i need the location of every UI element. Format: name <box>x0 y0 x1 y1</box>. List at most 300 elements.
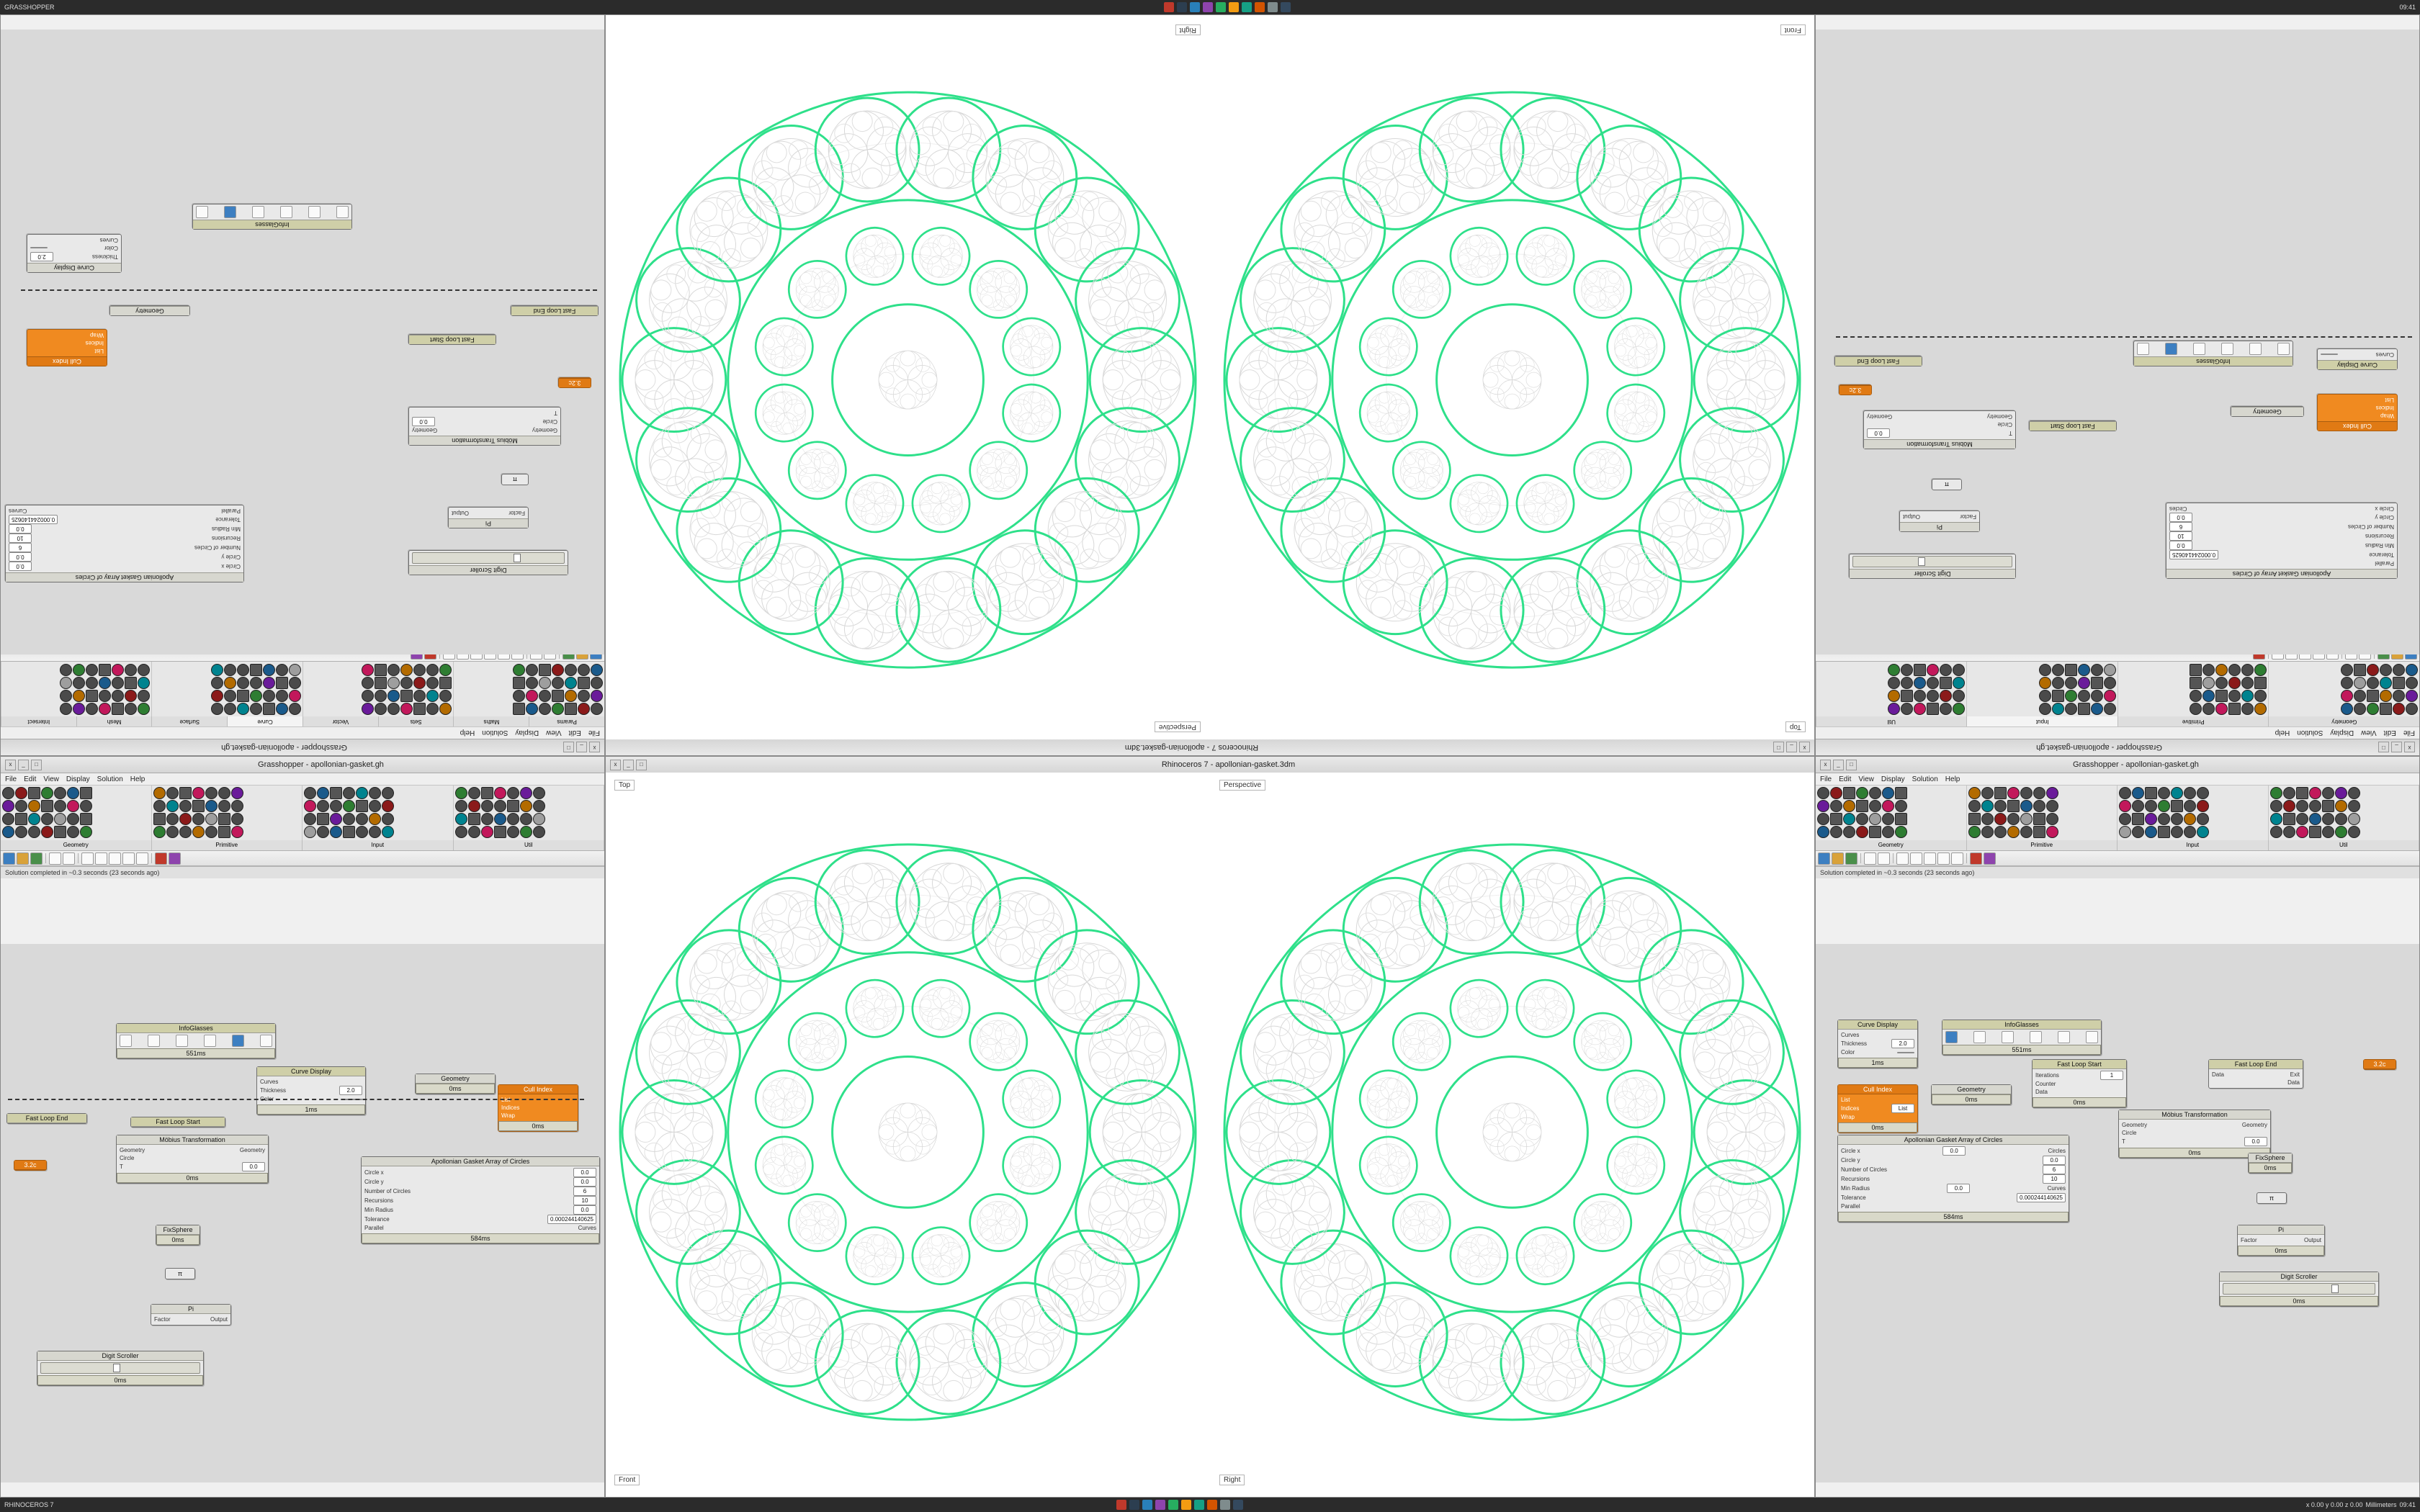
digit-scroller-slider[interactable] <box>412 552 565 564</box>
stop-icon[interactable] <box>1970 852 1982 865</box>
undo-icon[interactable] <box>49 852 61 865</box>
ribbon-tab-mesh[interactable]: Mesh <box>76 716 152 726</box>
ribbon-group-util[interactable] <box>454 786 605 840</box>
port-data-in[interactable]: Data <box>2035 1089 2048 1095</box>
ribbon-tabs[interactable] <box>1816 840 2419 850</box>
menu-display[interactable]: Display <box>515 729 539 737</box>
ribbon-group-geometry[interactable] <box>454 662 605 716</box>
window-controls[interactable] <box>610 760 647 770</box>
component-ribbon[interactable] <box>1 661 604 726</box>
gh-canvas[interactable] <box>1 30 604 654</box>
node-fixsphere[interactable] <box>2248 1153 2293 1174</box>
pan-icon[interactable] <box>95 852 107 865</box>
port-factor[interactable]: Factor <box>508 510 525 516</box>
port-circles-out[interactable]: Circles <box>2048 1148 2066 1154</box>
port-geometry-out[interactable]: Geometry <box>412 427 438 433</box>
port-curves[interactable]: Curves <box>260 1079 279 1085</box>
menu-display[interactable]: Display <box>66 775 90 783</box>
mobius-value[interactable]: 0.0 <box>1867 428 1890 438</box>
ribbon-group-input[interactable] <box>152 662 303 716</box>
value-tolerance[interactable]: 0.000244140625 <box>2017 1193 2066 1202</box>
value-circle-y[interactable]: 0.0 <box>9 552 32 562</box>
node-slider-32[interactable] <box>1839 384 1872 395</box>
window-controls[interactable] <box>5 760 42 770</box>
taskbar-app-calc[interactable] <box>1207 1500 1217 1510</box>
port-geometry-in[interactable]: Geometry <box>2122 1122 2148 1128</box>
viewport-label-front[interactable]: Front <box>1780 24 1806 35</box>
menu-solution[interactable]: Solution <box>2297 729 2323 737</box>
node-pi-value[interactable] <box>165 1268 195 1279</box>
taskbar-app-grasshopper[interactable] <box>1168 1500 1178 1510</box>
node-digit-scroller[interactable] <box>37 1351 204 1386</box>
new-icon[interactable] <box>3 852 15 865</box>
open-icon[interactable] <box>1832 852 1844 865</box>
node-info-glasses[interactable] <box>192 204 352 230</box>
port-output[interactable]: Output <box>452 510 470 516</box>
grasshopper-window-top-right[interactable] <box>1815 14 2420 756</box>
ribbon-group-label-util[interactable]: Util <box>2269 840 2420 850</box>
titlebar[interactable] <box>606 739 1814 755</box>
menu-view[interactable]: View <box>1858 775 1874 783</box>
viewport-label-top[interactable]: Top <box>614 780 635 791</box>
ribbon-tabs[interactable] <box>1816 716 2419 726</box>
port-tolerance[interactable]: Tolerance <box>1841 1194 1866 1201</box>
ribbon-tab-sets[interactable]: Sets <box>378 716 454 726</box>
port-parallel[interactable]: Parallel <box>221 508 241 514</box>
port-counter[interactable]: Counter <box>2035 1081 2056 1087</box>
viewport-label-front[interactable]: Front <box>614 1475 640 1485</box>
port-geometry-out[interactable]: Geometry <box>2241 1122 2267 1128</box>
node-fixsphere[interactable] <box>156 1225 200 1246</box>
digit-scroller-slider[interactable] <box>40 1362 200 1374</box>
taskbar-app-rhino[interactable] <box>1203 2 1213 12</box>
redo-icon[interactable] <box>1878 852 1890 865</box>
value-min-radius[interactable]: 0.0 <box>2169 541 2192 550</box>
taskbar-app-mail[interactable] <box>1194 1500 1204 1510</box>
ribbon-group-util[interactable] <box>1 662 152 716</box>
node-curve-display[interactable] <box>27 234 122 273</box>
menu-view[interactable]: View <box>43 775 59 783</box>
zoom-icon[interactable] <box>81 852 94 865</box>
settings-icon[interactable] <box>169 852 181 865</box>
port-color[interactable]: Color <box>1841 1049 1855 1056</box>
menu-file[interactable]: File <box>5 775 17 783</box>
menu-edit[interactable]: Edit <box>568 729 581 737</box>
ribbon-group-primitive[interactable] <box>2118 662 2269 716</box>
cluster-icon[interactable] <box>1951 852 1963 865</box>
taskbar-app-files[interactable] <box>1164 2 1174 12</box>
value-tolerance[interactable]: 0.000244140625 <box>2169 550 2218 559</box>
value-iterations[interactable]: 1 <box>2100 1071 2123 1080</box>
node-curve-display[interactable] <box>256 1066 366 1115</box>
titlebar[interactable] <box>1816 757 2419 773</box>
port-parallel[interactable]: Parallel <box>364 1225 384 1231</box>
preview-icon[interactable] <box>109 852 121 865</box>
port-recursions[interactable]: Recursions <box>364 1197 394 1204</box>
viewport-label-top[interactable]: Top <box>1785 721 1806 732</box>
port-curves[interactable]: Curves <box>1841 1032 1860 1038</box>
port-circle[interactable]: Circle <box>1997 421 2012 428</box>
port-iterations[interactable]: Iterations <box>2035 1072 2059 1079</box>
ribbon-group-label-util[interactable]: Util <box>1816 716 1967 726</box>
node-digit-scroller[interactable] <box>408 550 568 575</box>
port-tolerance[interactable]: Tolerance <box>364 1216 390 1223</box>
value-circle-y[interactable]: 0.0 <box>573 1177 596 1187</box>
node-info-glasses[interactable] <box>1942 1020 2102 1056</box>
rhino-viewport-top[interactable] <box>606 15 1814 739</box>
settings-icon[interactable] <box>1984 852 1996 865</box>
port-list[interactable]: List <box>94 348 104 354</box>
node-pi[interactable] <box>1899 510 1980 532</box>
value-recursions[interactable]: 10 <box>9 534 32 543</box>
component-ribbon[interactable] <box>1 786 604 851</box>
node-digit-scroller[interactable] <box>2219 1272 2379 1307</box>
color-swatch[interactable] <box>2321 354 2338 356</box>
value-number-of-circles[interactable]: 6 <box>573 1187 596 1196</box>
window-controls[interactable] <box>563 742 600 753</box>
ribbon-icon-grid[interactable] <box>1816 662 2419 716</box>
value-thickness[interactable]: 2.0 <box>1891 1039 1914 1048</box>
node-fast-loop-start[interactable] <box>130 1117 225 1128</box>
grasshopper-window-top-left[interactable] <box>0 14 605 756</box>
node-fast-loop-end[interactable] <box>6 1113 87 1124</box>
port-min-radius[interactable]: Min Radius <box>2365 542 2394 549</box>
viewport-label-perspective[interactable]: Perspective <box>1219 780 1265 791</box>
redo-icon[interactable] <box>63 852 75 865</box>
node-slider-32[interactable] <box>558 377 591 388</box>
port-circle[interactable]: Circle <box>2122 1130 2137 1136</box>
port-circle-y[interactable]: Circle y <box>1841 1157 1860 1164</box>
ribbon-group-label-geometry[interactable]: Geometry <box>1 840 152 850</box>
taskbar-app-media[interactable] <box>1220 1500 1230 1510</box>
port-output[interactable]: Output <box>210 1316 228 1323</box>
infoglasses-icons[interactable] <box>2137 343 2290 355</box>
port-thickness[interactable]: Thickness <box>91 253 118 260</box>
rhino-window-bottom[interactable] <box>605 756 1815 1498</box>
ribbon-tab-maths[interactable]: Maths <box>454 716 529 726</box>
ribbon-group-geometry[interactable] <box>1 786 152 840</box>
ribbon-group-label-primitive[interactable]: Primitive <box>1967 840 2118 850</box>
value-number-of-circles[interactable]: 6 <box>9 543 32 552</box>
port-number-of-circles[interactable]: Number of Circles <box>2347 523 2394 530</box>
mobius-value[interactable]: 0.0 <box>2244 1137 2267 1146</box>
node-pi-value[interactable] <box>2257 1192 2287 1204</box>
value-circle-x[interactable]: 0.0 <box>9 562 32 571</box>
port-wrap[interactable]: Wrap <box>90 332 104 338</box>
component-ribbon[interactable] <box>1816 786 2419 851</box>
port-geometry-out[interactable]: Geometry <box>239 1147 265 1153</box>
port-circle-x[interactable]: Circle x <box>221 563 241 570</box>
node-cull-index[interactable] <box>498 1084 578 1132</box>
node-fast-loop-start[interactable] <box>408 334 496 345</box>
ribbon-tab-surface[interactable]: Surface <box>152 716 228 726</box>
node-fast-loop-start[interactable] <box>2032 1059 2127 1108</box>
value-tolerance[interactable]: 0.000244140625 <box>547 1215 596 1224</box>
menu-view[interactable]: View <box>546 729 562 737</box>
node-apollonian-gasket[interactable] <box>361 1156 600 1244</box>
open-icon[interactable] <box>17 852 29 865</box>
gh-canvas[interactable] <box>1816 944 2419 1482</box>
value-tolerance[interactable]: 0.000244140625 <box>9 515 58 524</box>
port-curves[interactable]: Curves <box>99 237 118 243</box>
port-indices[interactable]: Indices <box>501 1104 520 1111</box>
port-data-in[interactable]: Data <box>2212 1071 2224 1078</box>
viewport-label-right[interactable]: Right <box>1219 1475 1245 1485</box>
window-controls[interactable] <box>1820 760 1857 770</box>
port-list[interactable]: List <box>1841 1097 1850 1103</box>
port-tolerance[interactable]: Tolerance <box>2369 552 2394 558</box>
taskbar-app-settings[interactable] <box>1281 2 1291 12</box>
new-icon[interactable] <box>1818 852 1830 865</box>
menu-edit[interactable]: Edit <box>1839 775 1852 783</box>
node-fast-loop-end[interactable] <box>511 305 599 316</box>
port-curves[interactable]: Curves <box>2375 351 2394 358</box>
node-apollonian-gasket[interactable] <box>1837 1135 2069 1223</box>
taskbar-app-browser[interactable] <box>1142 1500 1152 1510</box>
node-fast-loop-end[interactable] <box>2208 1059 2303 1089</box>
ribbon-group-label-primitive[interactable]: Primitive <box>152 840 303 850</box>
port-circle-x[interactable]: Circle x <box>364 1169 384 1176</box>
taskbar-app-editor[interactable] <box>1181 1500 1191 1510</box>
ribbon-group-util[interactable] <box>2269 786 2420 840</box>
menu-edit[interactable]: Edit <box>2383 729 2396 737</box>
ribbon-tab-params[interactable]: Params <box>529 716 604 726</box>
port-factor[interactable]: Factor <box>2241 1237 2257 1243</box>
ribbon-group-label-input[interactable]: Input <box>1967 716 2118 726</box>
menu-help[interactable]: Help <box>130 775 145 783</box>
ribbon-group-label-input[interactable]: Input <box>302 840 454 850</box>
value-circle-y[interactable]: 0.0 <box>2043 1156 2066 1165</box>
value-recursions[interactable]: 10 <box>573 1196 596 1205</box>
ribbon-tab-intersect[interactable]: Intersect <box>1 716 76 726</box>
viewport-label-right[interactable]: Right <box>1175 24 1201 35</box>
port-wrap[interactable]: Wrap <box>501 1112 515 1119</box>
port-list[interactable]: List <box>2385 397 2394 403</box>
color-swatch[interactable] <box>1897 1052 1914 1053</box>
ribbon-group-primitive[interactable] <box>302 662 454 716</box>
taskbar-app-terminal[interactable] <box>1177 2 1187 12</box>
rhino-window-top[interactable] <box>605 14 1815 756</box>
port-number-of-circles[interactable]: Number of Circles <box>364 1188 411 1194</box>
port-indices[interactable]: Indices <box>2375 405 2394 411</box>
port-circle-y[interactable]: Circle y <box>2375 514 2394 521</box>
menu-file[interactable]: File <box>1820 775 1832 783</box>
digit-scroller-slider[interactable] <box>2223 1283 2375 1295</box>
value-recursions[interactable]: 10 <box>2043 1174 2066 1184</box>
port-thickness[interactable]: Thickness <box>260 1087 287 1094</box>
bake-icon[interactable] <box>122 852 135 865</box>
infoglasses-icons[interactable] <box>1945 1031 2098 1043</box>
port-circle-x[interactable]: Circle x <box>1841 1148 1860 1154</box>
node-info-glasses[interactable] <box>2133 341 2293 366</box>
taskbar-app-files[interactable] <box>1116 1500 1126 1510</box>
port-circle[interactable]: Circle <box>120 1155 135 1161</box>
port-curves-out[interactable]: Curves <box>578 1225 596 1231</box>
ribbon-icon-grid[interactable] <box>1 662 604 716</box>
gh-canvas[interactable] <box>1 944 604 1482</box>
taskbar-app-terminal[interactable] <box>1129 1500 1139 1510</box>
port-recursions[interactable]: Recursions <box>1841 1176 1870 1182</box>
top-taskbar[interactable] <box>0 0 2420 14</box>
node-slider-32[interactable] <box>14 1160 47 1171</box>
ribbon-group-label-input[interactable]: Input <box>2118 840 2269 850</box>
value-circle-x[interactable]: 0.0 <box>573 1168 596 1177</box>
menu-file[interactable]: File <box>588 729 600 737</box>
infoglasses-icons[interactable] <box>120 1035 272 1047</box>
menu-solution[interactable]: Solution <box>97 775 123 783</box>
port-exit[interactable]: Exit <box>2290 1071 2300 1078</box>
node-mobius-transformation[interactable] <box>116 1135 269 1184</box>
value-circle-x[interactable]: 0.0 <box>1942 1146 1966 1156</box>
node-geometry-param[interactable] <box>109 305 190 316</box>
port-geometry-in[interactable]: Geometry <box>120 1147 145 1153</box>
titlebar[interactable] <box>1 739 604 755</box>
port-circle-x[interactable]: Circle x <box>2375 505 2394 512</box>
port-t[interactable]: T <box>2122 1138 2125 1145</box>
value-thickness[interactable]: 2.0 <box>30 252 53 261</box>
zoom-icon[interactable] <box>1896 852 1909 865</box>
port-factor[interactable]: Factor <box>154 1316 171 1323</box>
node-pi[interactable] <box>2237 1225 2325 1256</box>
value-min-radius[interactable]: 0.0 <box>1947 1184 1970 1193</box>
ribbon-group-label-geometry[interactable]: Geometry <box>2269 716 2420 726</box>
menu-view[interactable]: View <box>2361 729 2377 737</box>
node-digit-scroller[interactable] <box>1849 554 2016 579</box>
port-geometry-in[interactable]: Geometry <box>532 427 557 433</box>
ribbon-group-util[interactable] <box>1816 662 1967 716</box>
port-number-of-circles[interactable]: Number of Circles <box>194 544 241 551</box>
port-circle-y[interactable]: Circle y <box>364 1179 384 1185</box>
menubar[interactable] <box>1816 726 2419 739</box>
node-apollonian-gasket[interactable] <box>2166 503 2398 579</box>
menu-edit[interactable]: Edit <box>24 775 37 783</box>
node-fast-loop-start[interactable] <box>2029 420 2117 431</box>
viewport-label-perspective[interactable]: Perspective <box>1155 721 1201 732</box>
ribbon-group-geometry[interactable] <box>1816 786 1967 840</box>
gh-toolbar[interactable] <box>1 851 604 866</box>
value-min-radius[interactable]: 0.0 <box>9 524 32 534</box>
taskbar-app-settings[interactable] <box>1233 1500 1243 1510</box>
node-cull-index[interactable] <box>2317 394 2398 431</box>
undo-icon[interactable] <box>1864 852 1876 865</box>
value-thickness[interactable]: 2.0 <box>339 1086 362 1095</box>
port-circle-y[interactable]: Circle y <box>221 554 241 560</box>
ribbon-group-primitive[interactable] <box>152 786 303 840</box>
save-icon[interactable] <box>30 852 42 865</box>
stop-icon[interactable] <box>155 852 167 865</box>
node-fast-loop-end[interactable] <box>1834 356 1922 366</box>
menu-help[interactable]: Help <box>460 729 475 737</box>
preview-icon[interactable] <box>1924 852 1936 865</box>
node-mobius-transformation[interactable] <box>2118 1110 2271 1158</box>
taskbar-app-calc[interactable] <box>1255 2 1265 12</box>
node-apollonian-gasket[interactable] <box>5 505 244 582</box>
titlebar[interactable] <box>1816 739 2419 755</box>
value-number-of-circles[interactable]: 6 <box>2043 1165 2066 1174</box>
node-cull-index[interactable] <box>1837 1084 1918 1133</box>
ribbon-tab-curve[interactable]: Curve <box>227 716 302 726</box>
ribbon-group-input[interactable] <box>302 786 454 840</box>
ribbon-tabs[interactable] <box>1 840 604 850</box>
port-factor[interactable]: Factor <box>1960 513 1976 520</box>
taskbar-app-rhino[interactable] <box>1155 1500 1165 1510</box>
node-pi-value[interactable] <box>1932 479 1962 490</box>
menu-help[interactable]: Help <box>2275 729 2290 737</box>
ribbon-group-input[interactable] <box>1967 662 2118 716</box>
gh-canvas[interactable] <box>1816 30 2419 654</box>
ribbon-group-label-util[interactable]: Util <box>454 840 605 850</box>
window-controls[interactable] <box>1773 742 1810 753</box>
port-t[interactable]: T <box>120 1164 123 1170</box>
value-circle-y[interactable]: 0.0 <box>2169 513 2192 522</box>
color-swatch[interactable] <box>30 248 48 249</box>
port-geometry-out[interactable]: Geometry <box>1867 413 1893 420</box>
ribbon-tab-vector[interactable]: Vector <box>302 716 378 726</box>
pan-icon[interactable] <box>1910 852 1922 865</box>
port-number-of-circles[interactable]: Number of Circles <box>1841 1166 1888 1173</box>
menu-help[interactable]: Help <box>1945 775 1960 783</box>
taskbar-app-media[interactable] <box>1268 2 1278 12</box>
ribbon-group-label-geometry[interactable]: Geometry <box>1816 840 1967 850</box>
port-t[interactable]: T <box>554 410 557 416</box>
mobius-value[interactable]: 0.0 <box>412 417 435 426</box>
port-indices[interactable]: Indices <box>85 340 104 346</box>
port-thickness[interactable]: Thickness <box>1841 1040 1868 1047</box>
mobius-value[interactable]: 0.0 <box>242 1162 265 1171</box>
menubar[interactable] <box>1816 773 2419 786</box>
grasshopper-window-bottom-right[interactable] <box>1815 756 2420 1498</box>
node-cull-index[interactable] <box>27 329 107 366</box>
save-icon[interactable] <box>1845 852 1857 865</box>
port-color[interactable]: Color <box>104 245 118 251</box>
titlebar[interactable] <box>1 757 604 773</box>
infoglasses-icons[interactable] <box>196 206 349 218</box>
taskbar-app-mail[interactable] <box>1242 2 1252 12</box>
digit-scroller-slider[interactable] <box>1852 556 2012 567</box>
node-pi[interactable] <box>448 507 529 528</box>
port-list[interactable]: List <box>501 1097 511 1103</box>
node-pi[interactable] <box>151 1304 231 1326</box>
port-parallel[interactable]: Parallel <box>1841 1203 1860 1210</box>
node-slider-32[interactable] <box>2363 1059 2396 1070</box>
node-curve-display[interactable] <box>1837 1020 1918 1068</box>
port-t[interactable]: T <box>2009 430 2012 436</box>
port-min-radius[interactable]: Min Radius <box>211 526 241 532</box>
taskbar-app-editor[interactable] <box>1229 2 1239 12</box>
ribbon-tabs[interactable] <box>1 716 604 726</box>
node-info-glasses[interactable] <box>116 1023 276 1059</box>
port-curves-out[interactable]: Curves <box>9 508 27 514</box>
ribbon-icon-grid[interactable] <box>1 786 604 840</box>
port-recursions[interactable]: Recursions <box>2365 533 2394 539</box>
port-wrap[interactable]: Wrap <box>1841 1114 1855 1120</box>
value-number-of-circles[interactable]: 6 <box>2169 522 2192 531</box>
cull-list-out[interactable]: List <box>1891 1104 1914 1113</box>
ribbon-group-primitive[interactable] <box>1967 786 2118 840</box>
port-min-radius[interactable]: Min Radius <box>364 1207 394 1213</box>
menubar[interactable] <box>1 726 604 739</box>
node-geometry-param[interactable] <box>415 1074 496 1094</box>
ribbon-group-geometry[interactable] <box>2269 662 2420 716</box>
port-output[interactable]: Output <box>1903 513 1921 520</box>
ribbon-group-input[interactable] <box>2118 786 2269 840</box>
node-mobius-transformation[interactable] <box>1863 410 2016 449</box>
value-min-radius[interactable]: 0.0 <box>573 1205 596 1215</box>
window-controls[interactable] <box>2378 742 2415 753</box>
menu-display[interactable]: Display <box>2330 729 2354 737</box>
port-circle[interactable]: Circle <box>542 418 557 425</box>
port-color[interactable]: Color <box>260 1096 274 1102</box>
